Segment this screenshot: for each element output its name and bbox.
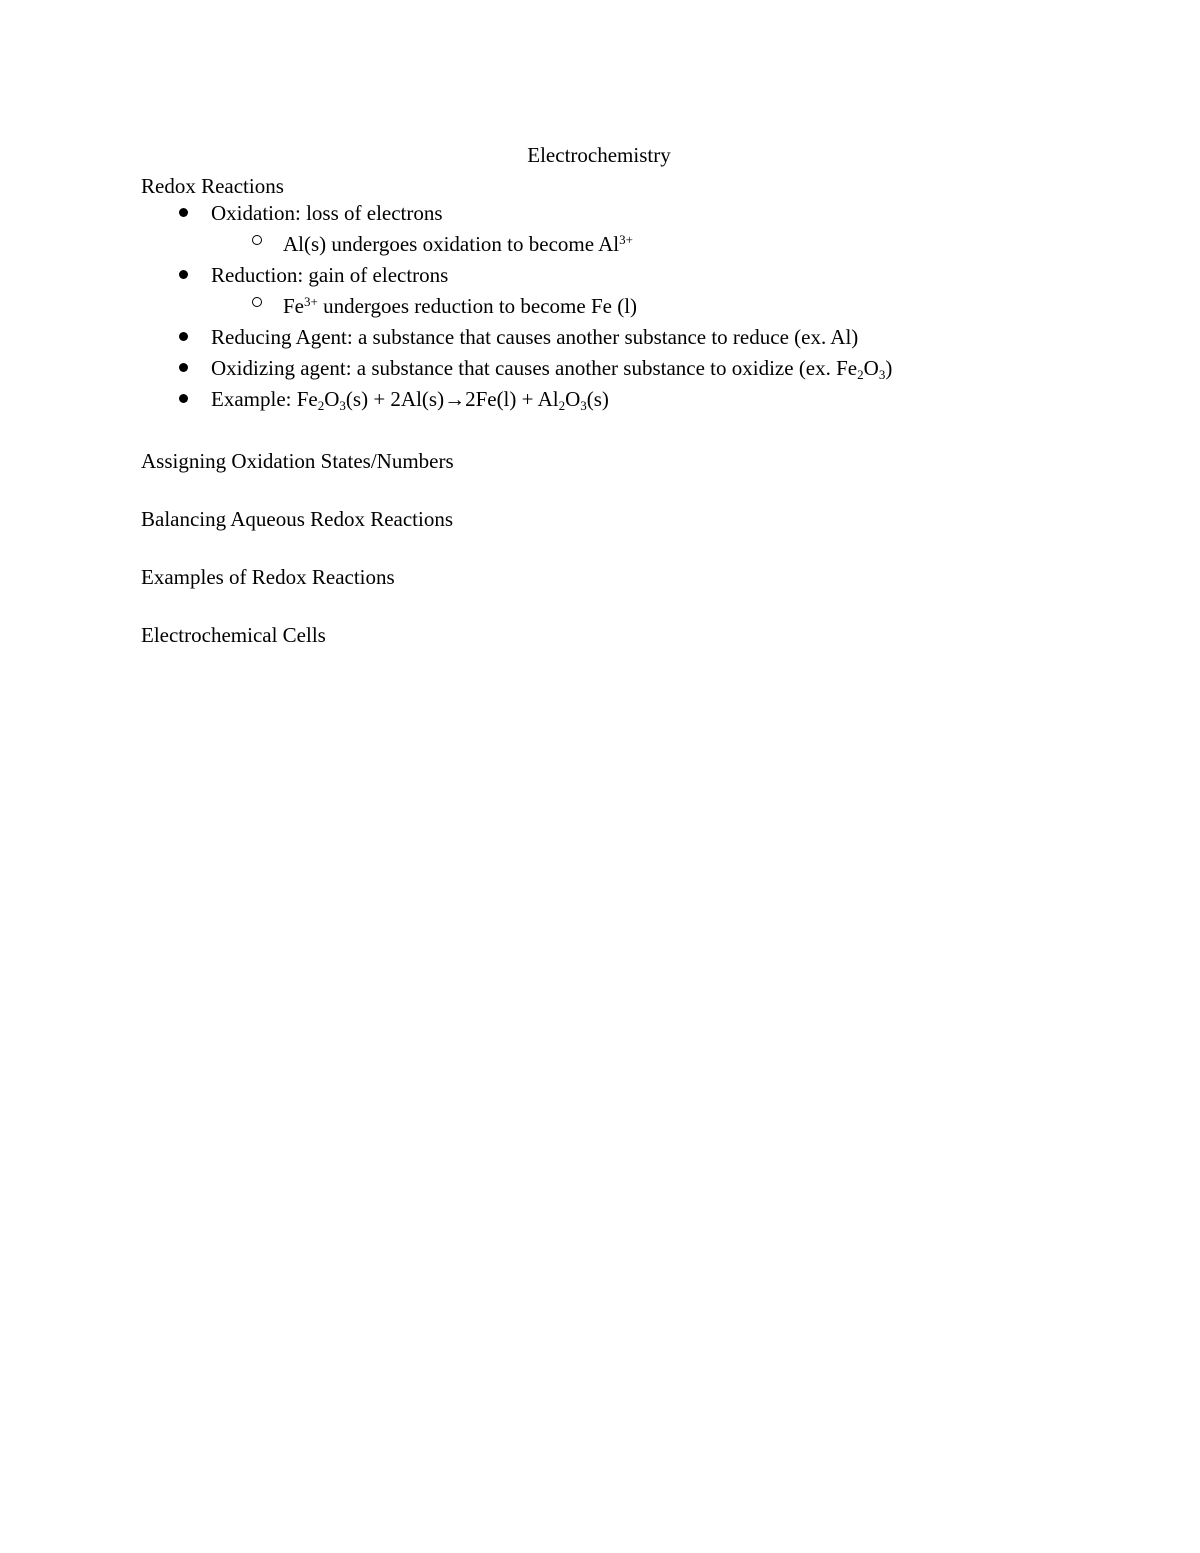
- list-item: [141, 324, 1061, 351]
- list-item: [141, 200, 1061, 258]
- section-balancing-redox: [141, 506, 1061, 533]
- section-redox-reactions: [141, 173, 1061, 413]
- bullet-icon: [179, 262, 188, 289]
- section-heading: Redox Reactions: [141, 174, 284, 198]
- section-assigning-oxidation-states: [141, 448, 1061, 475]
- list-item: [141, 262, 1061, 320]
- section-heading: Examples of Redox Reactions: [141, 565, 395, 589]
- sub-list-item-text: $Fe^{3+}$ undergoes reduction to become Fe (l): [283, 294, 638, 318]
- sub-list: [211, 293, 1061, 320]
- bullet-icon: [179, 355, 188, 382]
- bullet-icon: [179, 200, 188, 227]
- sub-list: [211, 231, 1061, 258]
- bullet-list: [141, 200, 1061, 413]
- section-heading: Assigning Oxidation States/Numbers: [141, 449, 454, 473]
- list-item: [141, 355, 1061, 382]
- circle-bullet-icon: [252, 231, 262, 258]
- section-examples-redox: [141, 564, 1061, 591]
- list-item-text: Example: $Fe_2O_3(s) + 2Al(s)\to 2Fe(l) + Al_2O_3(s)$: [211, 387, 609, 413]
- sub-list-item: [141, 231, 1061, 258]
- section-heading: Balancing Aqueous Redox Reactions: [141, 507, 454, 531]
- section-electrochemical-cells: [141, 622, 1061, 649]
- list-item-text: Oxidation: loss of electrons: [211, 201, 443, 225]
- document-title: Electrochemistry: [527, 143, 671, 167]
- list-item-text: Oxidizing agent: a substance that causes another substance to oxidize (ex. $Fe_2O_3$): [211, 356, 893, 382]
- section-heading: Electrochemical Cells: [141, 623, 326, 647]
- circle-bullet-icon: [252, 293, 262, 320]
- bullet-icon: [179, 324, 188, 351]
- list-item: [141, 386, 1061, 413]
- sub-list-item-text: Al(s) undergoes oxidation to become $Al^{3+}$: [283, 232, 633, 256]
- list-item-text: Reduction: gain of electrons: [211, 263, 449, 287]
- list-item-text: Reducing Agent: a substance that causes another substance to reduce (ex. Al): [211, 325, 859, 349]
- document-page: [141, 142, 1061, 649]
- sub-list-item: [141, 293, 1061, 320]
- bullet-icon: [179, 386, 188, 413]
